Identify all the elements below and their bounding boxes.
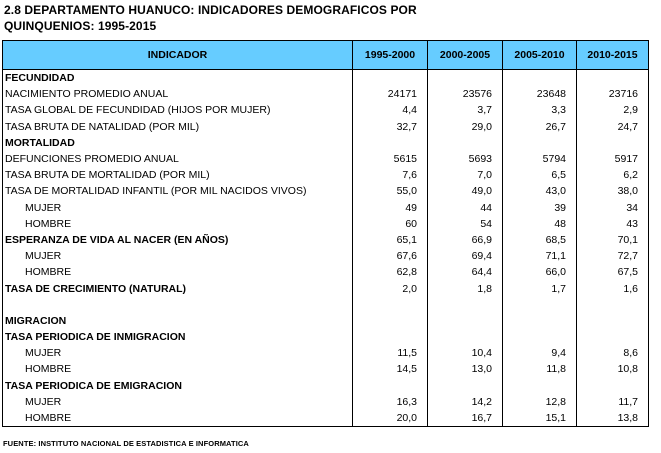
indicator-value: 3,7 [428, 102, 503, 118]
indicator-value: 43 [577, 216, 649, 232]
indicator-value: 5615 [353, 151, 428, 167]
table-row [3, 183, 649, 199]
indicator-value: 3,3 [503, 102, 577, 118]
indicator-value: 48 [503, 216, 577, 232]
indicator-value: 1,6 [577, 280, 649, 296]
indicator-label: TASA BRUTA DE NATALIDAD (POR MIL) [3, 119, 353, 135]
indicator-value [503, 313, 577, 329]
table-row [3, 378, 649, 394]
indicator-value [353, 297, 428, 313]
indicator-value: 20,0 [353, 410, 428, 427]
indicator-value: 26,7 [503, 119, 577, 135]
indicator-value: 16,7 [428, 410, 503, 427]
header-period-2010-2015: 2010-2015 [577, 41, 649, 70]
indicator-value: 70,1 [577, 232, 649, 248]
indicator-value [353, 135, 428, 151]
table-row [3, 248, 649, 264]
indicator-value: 8,6 [577, 345, 649, 361]
indicator-value: 5794 [503, 151, 577, 167]
indicator-value: 60 [353, 216, 428, 232]
indicator-label: FECUNDIDAD [3, 70, 353, 87]
indicator-value: 55,0 [353, 183, 428, 199]
indicator-label: MUJER [3, 394, 353, 410]
indicator-value: 11,8 [503, 361, 577, 377]
indicator-value: 1,7 [503, 280, 577, 296]
indicator-value: 2,0 [353, 280, 428, 296]
table-row [3, 297, 649, 313]
indicator-value: 64,4 [428, 264, 503, 280]
indicator-value: 29,0 [428, 119, 503, 135]
table-row [3, 70, 649, 87]
indicator-value: 2,9 [577, 102, 649, 118]
indicator-value: 72,7 [577, 248, 649, 264]
indicator-value: 39 [503, 200, 577, 216]
indicator-value: 68,5 [503, 232, 577, 248]
indicator-value: 24171 [353, 86, 428, 102]
indicator-value: 34 [577, 200, 649, 216]
indicator-value: 43,0 [503, 183, 577, 199]
indicator-value: 5693 [428, 151, 503, 167]
indicator-label: HOMBRE [3, 361, 353, 377]
table-row [3, 135, 649, 151]
table-row [3, 216, 649, 232]
table-row [3, 151, 649, 167]
indicator-value [577, 313, 649, 329]
indicator-label: HOMBRE [3, 216, 353, 232]
indicator-label: NACIMIENTO PROMEDIO ANUAL [3, 86, 353, 102]
indicator-value: 32,7 [353, 119, 428, 135]
indicator-value [503, 135, 577, 151]
indicator-value: 6,2 [577, 167, 649, 183]
indicator-value: 67,6 [353, 248, 428, 264]
indicator-value [503, 297, 577, 313]
indicator-value [503, 378, 577, 394]
indicator-value: 38,0 [577, 183, 649, 199]
header-period-2005-2010: 2005-2010 [503, 41, 577, 70]
indicator-value: 10,8 [577, 361, 649, 377]
indicator-value: 13,8 [577, 410, 649, 427]
indicator-value [577, 297, 649, 313]
indicator-value: 7,6 [353, 167, 428, 183]
indicator-value: 24,7 [577, 119, 649, 135]
table-row [3, 361, 649, 377]
indicator-value: 15,1 [503, 410, 577, 427]
indicator-value: 65,1 [353, 232, 428, 248]
indicator-value: 67,5 [577, 264, 649, 280]
indicator-label: ESPERANZA DE VIDA AL NACER (EN AÑOS) [3, 232, 353, 248]
header-indicador: INDICADOR [3, 41, 353, 70]
header-period-2000-2005: 2000-2005 [428, 41, 503, 70]
indicator-label: MUJER [3, 345, 353, 361]
indicator-value: 14,2 [428, 394, 503, 410]
table-row [3, 232, 649, 248]
indicator-label: MUJER [3, 248, 353, 264]
indicator-value [428, 297, 503, 313]
source-note: FUENTE: INSTITUTO NACIONAL DE ESTADISTICA E INFORMATICA [3, 439, 249, 448]
indicator-value [428, 70, 503, 87]
table-row [3, 86, 649, 102]
table-title: 2.8 DEPARTAMENTO HUANUCO: INDICADORES DEMOGRAFICOS POR QUINQUENIOS: 1995-2015 [4, 3, 417, 33]
indicator-value [353, 329, 428, 345]
header-period-1995-2000: 1995-2000 [353, 41, 428, 70]
indicator-value: 9,4 [503, 345, 577, 361]
indicator-label: TASA DE CRECIMIENTO (NATURAL) [3, 280, 353, 296]
table-row [3, 102, 649, 118]
indicator-value [353, 378, 428, 394]
table-body [3, 70, 649, 427]
indicator-label: TASA DE MORTALIDAD INFANTIL (POR MIL NACIDOS VIVOS) [3, 183, 353, 199]
indicator-value: 7,0 [428, 167, 503, 183]
table-row [3, 119, 649, 135]
indicator-value: 66,0 [503, 264, 577, 280]
indicator-value [428, 329, 503, 345]
indicator-label: HOMBRE [3, 264, 353, 280]
indicator-value: 54 [428, 216, 503, 232]
indicator-value [503, 329, 577, 345]
indicator-value [577, 70, 649, 87]
indicator-value: 4,4 [353, 102, 428, 118]
indicator-value: 10,4 [428, 345, 503, 361]
indicator-value: 13,0 [428, 361, 503, 377]
indicator-value: 23576 [428, 86, 503, 102]
table-row [3, 394, 649, 410]
indicator-value [353, 313, 428, 329]
indicator-label [3, 297, 353, 313]
indicator-value [353, 70, 428, 87]
indicator-value: 6,5 [503, 167, 577, 183]
indicator-value [577, 329, 649, 345]
indicator-label: TASA BRUTA DE MORTALIDAD (POR MIL) [3, 167, 353, 183]
indicator-label: HOMBRE [3, 410, 353, 427]
table-row [3, 167, 649, 183]
table-row [3, 200, 649, 216]
indicator-value [428, 135, 503, 151]
indicator-value: 14,5 [353, 361, 428, 377]
table-row [3, 313, 649, 329]
indicator-value: 69,4 [428, 248, 503, 264]
indicator-value: 12,8 [503, 394, 577, 410]
indicator-value: 11,5 [353, 345, 428, 361]
indicator-label: MUJER [3, 200, 353, 216]
indicator-label: DEFUNCIONES PROMEDIO ANUAL [3, 151, 353, 167]
table-row [3, 345, 649, 361]
indicator-value [428, 313, 503, 329]
table-row [3, 280, 649, 296]
indicator-value [577, 378, 649, 394]
indicator-value: 11,7 [577, 394, 649, 410]
table-row [3, 264, 649, 280]
indicator-label: TASA GLOBAL DE FECUNDIDAD (HIJOS POR MUJER) [3, 102, 353, 118]
indicator-value [577, 135, 649, 151]
indicator-value: 62,8 [353, 264, 428, 280]
indicator-value: 5917 [577, 151, 649, 167]
indicator-value [503, 70, 577, 87]
indicator-value: 23716 [577, 86, 649, 102]
indicator-value: 16,3 [353, 394, 428, 410]
indicator-value: 49 [353, 200, 428, 216]
indicator-value: 49,0 [428, 183, 503, 199]
indicator-value: 66,9 [428, 232, 503, 248]
indicator-value: 44 [428, 200, 503, 216]
indicator-label: MORTALIDAD [3, 135, 353, 151]
indicator-label: TASA PERIODICA DE EMIGRACION [3, 378, 353, 394]
indicator-value: 71,1 [503, 248, 577, 264]
indicator-label: TASA PERIODICA DE INMIGRACION [3, 329, 353, 345]
indicator-value: 23648 [503, 86, 577, 102]
indicator-value [428, 378, 503, 394]
indicators-table [2, 40, 649, 427]
table-header-row [3, 41, 649, 70]
indicator-value: 1,8 [428, 280, 503, 296]
table-row [3, 410, 649, 427]
table-row [3, 329, 649, 345]
indicator-label: MIGRACION [3, 313, 353, 329]
